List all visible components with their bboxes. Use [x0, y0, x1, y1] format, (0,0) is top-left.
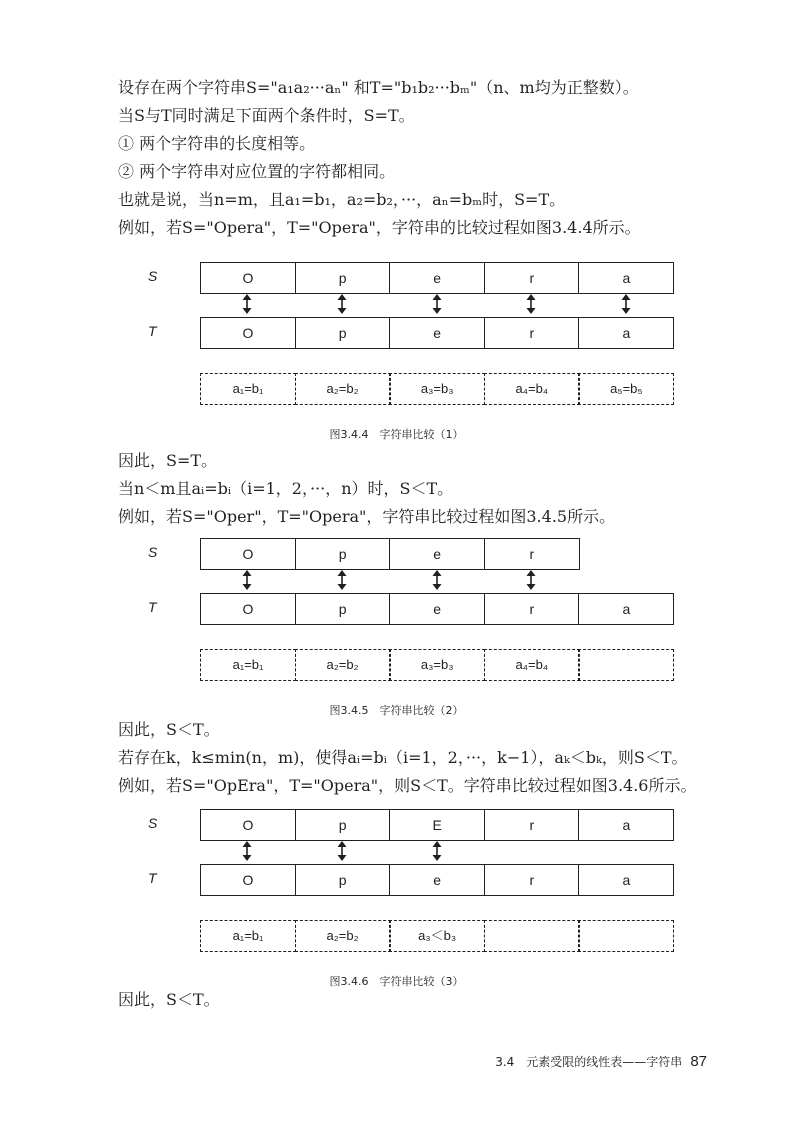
comparison-cell [578, 920, 674, 952]
string-t-cell: O [200, 864, 296, 896]
condition-1: ① 两个字符串的长度相等。 [118, 134, 316, 153]
string-s-label: S [148, 815, 158, 831]
string-t-cell: a [578, 593, 674, 625]
comparison-cell [484, 920, 580, 952]
string-t-cell: e [389, 593, 485, 625]
compare-arrow-icon [431, 294, 443, 314]
comparison-cell: a₃＜b₃ [389, 920, 485, 952]
comparison-cell: a₄=b₄ [484, 649, 580, 681]
string-t-label: T [148, 323, 157, 339]
comparison-cell: a₁=b₁ [200, 920, 296, 952]
conclusion-2: 因此，S＜T。 [118, 720, 220, 739]
conclusion-1: 因此，S=T。 [118, 451, 218, 470]
string-s-cell: e [389, 538, 485, 570]
string-s-cell: O [200, 538, 296, 570]
string-s-label: S [148, 268, 158, 284]
comparison-cell: a₁=b₁ [200, 649, 296, 681]
compare-arrow-icon [241, 841, 253, 861]
compare-arrow-icon [336, 294, 348, 314]
string-s-cell: a [578, 262, 674, 294]
less-than-statement: 若存在k，k≤min(n，m)，使得aᵢ=bᵢ（i=1，2，···，k−1），aₖ＜bₖ，则S＜T。 [118, 748, 688, 767]
string-t-cell: e [389, 864, 485, 896]
string-s-cell: a [578, 809, 674, 841]
running-footer-section: 3.4 元素受限的线性表——字符串 [495, 1055, 683, 1069]
string-s-cell: r [484, 262, 580, 294]
compare-arrow-icon [336, 841, 348, 861]
compare-arrow-icon [241, 294, 253, 314]
string-s-cell: O [200, 809, 296, 841]
string-s-cell: p [295, 262, 391, 294]
compare-arrow-icon [620, 294, 632, 314]
compare-arrow-icon [241, 570, 253, 590]
comparison-cell: a₅=b₅ [578, 373, 674, 405]
condition-intro: 当S与T同时满足下面两个条件时，S=T。 [118, 106, 415, 125]
string-t-cell: O [200, 317, 296, 349]
string-s-cell: O [200, 262, 296, 294]
string-t-label: T [148, 599, 157, 615]
comparison-cell [578, 649, 674, 681]
string-t-cell: r [484, 864, 580, 896]
string-t-cell: a [578, 864, 674, 896]
compare-arrow-icon [336, 570, 348, 590]
definition-line: 设存在两个字符串S="a₁a₂···aₙ" 和T="b₁b₂···bₘ"（n、m均为正整数）。 [118, 78, 639, 97]
string-t-cell: p [295, 317, 391, 349]
string-t-cell: O [200, 593, 296, 625]
comparison-cell: a₁=b₁ [200, 373, 296, 405]
compare-arrow-icon [431, 841, 443, 861]
compare-arrow-icon [525, 294, 537, 314]
figure-caption: 图3.4.6 字符串比较（3） [329, 975, 464, 988]
example-2-intro: 例如，若S="Oper"，T="Opera"，字符串比较过程如图3.4.5所示。 [118, 507, 616, 526]
page-footer [495, 1053, 707, 1070]
string-t-cell: p [295, 593, 391, 625]
string-s-label: S [148, 544, 158, 560]
string-s-cell: E [389, 809, 485, 841]
string-t-cell: r [484, 593, 580, 625]
string-t-label: T [148, 870, 157, 886]
comparison-cell: a₄=b₄ [484, 373, 580, 405]
string-t-cell: a [578, 317, 674, 349]
string-s-cell: p [295, 538, 391, 570]
string-t-cell: r [484, 317, 580, 349]
compare-arrow-icon [431, 570, 443, 590]
string-t-cell: p [295, 864, 391, 896]
comparison-cell: a₃=b₃ [389, 373, 485, 405]
string-s-cell: r [484, 538, 580, 570]
prefix-statement: 当n＜m且aᵢ=bᵢ（i=1，2，···，n）时，S＜T。 [118, 479, 454, 498]
example-3-intro: 例如，若S="OpEra"，T="Opera"，则S＜T。字符串比较过程如图3.4.6所示。 [118, 776, 697, 795]
example-1-intro: 例如，若S="Opera"，T="Opera"，字符串的比较过程如图3.4.4所示。 [118, 218, 641, 237]
string-s-cell: p [295, 809, 391, 841]
page-number: 87 [690, 1053, 707, 1070]
compare-arrow-icon [525, 570, 537, 590]
comparison-cell: a₂=b₂ [295, 373, 391, 405]
condition-2: ② 两个字符串对应位置的字符都相同。 [118, 162, 396, 181]
equality-statement: 也就是说，当n=m，且a₁=b₁，a₂=b₂，···，aₙ=bₘ时，S=T。 [118, 190, 566, 209]
comparison-cell: a₃=b₃ [389, 649, 485, 681]
comparison-cell: a₂=b₂ [295, 649, 391, 681]
figure-caption: 图3.4.5 字符串比较（2） [329, 704, 464, 717]
string-s-cell: r [484, 809, 580, 841]
comparison-cell: a₂=b₂ [295, 920, 391, 952]
string-s-cell: e [389, 262, 485, 294]
conclusion-3: 因此，S＜T。 [118, 990, 220, 1009]
string-t-cell: e [389, 317, 485, 349]
figure-caption: 图3.4.4 字符串比较（1） [329, 428, 464, 441]
